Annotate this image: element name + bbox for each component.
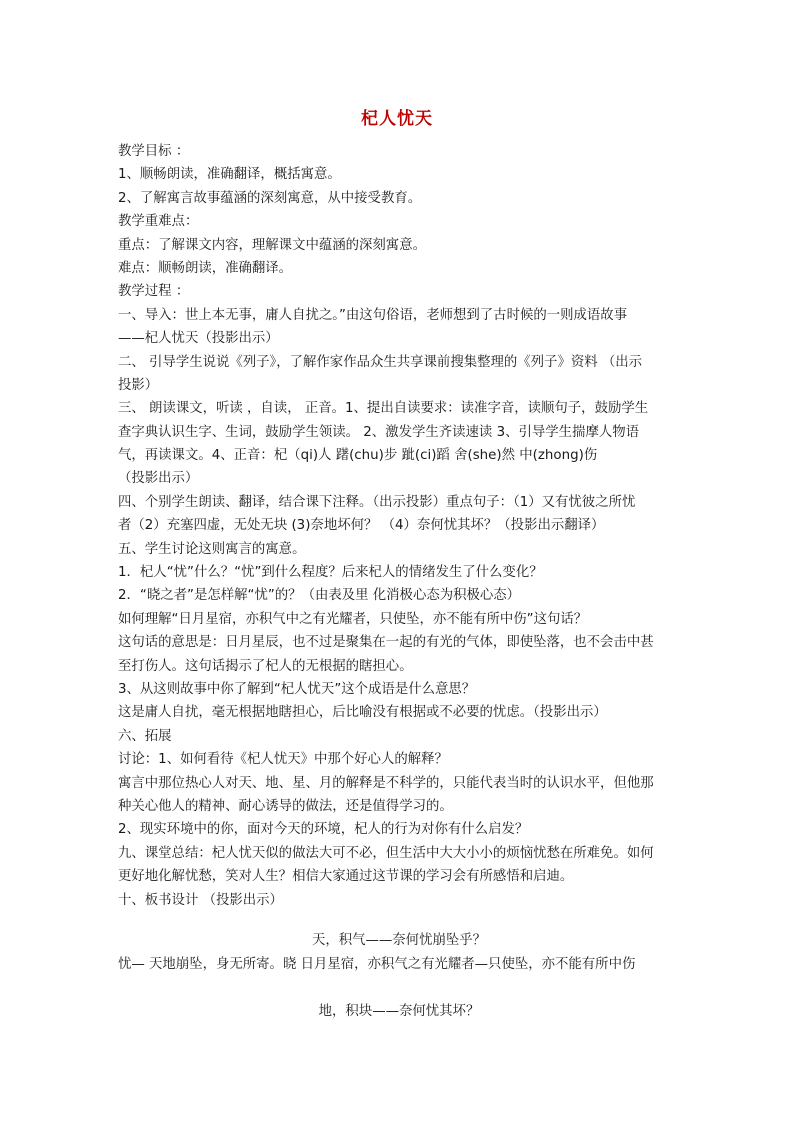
- paragraph-line: 至打伤人。这句话揭示了杞人的无根据的瞎担心。: [118, 658, 413, 674]
- paragraph-line: 一、导入：世上本无事，庸人自扰之。”由这句俗语，老师想到了古时候的一则成语故事: [118, 307, 628, 323]
- paragraph-line: 1．杞人“忧”什么？“忧”到什么程度？后来杞人的情绪发生了什么变化？: [118, 565, 543, 581]
- page-title: 杞人忧天: [361, 109, 433, 129]
- paragraph-line: 气，再读课文。4、正音：杞（qi)人 躇(chu)步 跐(ci)蹈 舍(she)然 中(zhong)伤: [118, 448, 598, 464]
- paragraph-line: 教学过程 ：: [118, 284, 190, 300]
- document-body: [118, 140, 680, 912]
- paragraph-line: 2．“晓之者”是怎样解“忧”的？（由表及里 化消极心态为积极心态）: [118, 588, 521, 604]
- paragraph-line: 六、拓展: [118, 728, 172, 744]
- paragraph-line: 二、 引导学生说说《列子》，了解作家作品众生共享课前搜集整理的《列子》资料 （出示: [118, 354, 643, 370]
- paragraph-line: 1、顺畅朗读，准确翻译，概括寓意。: [118, 167, 341, 183]
- paragraph-line: 讨论：1、如何看待《杞人忧天》中那个好心人的解释？: [118, 752, 448, 768]
- paragraph-line: 重点：了解课文内容，理解课文中蕴涵的深刻寓意。: [118, 237, 426, 253]
- paragraph-line: 3、从这则故事中你了解到“杞人忧天”这个成语是什么意思？: [118, 681, 476, 697]
- paragraph-line: 教学目标 ：: [118, 144, 190, 159]
- paragraph-line: 这句话的意思是：日月星辰，也不过是聚集在一起的有光的气体，即使坠落，也不会击中甚: [118, 635, 654, 651]
- paragraph-line: 者（2）充塞四虚，无处无块 (3)奈地坏何？ （4）奈何忧其坏？（投影出示翻译）: [118, 518, 605, 534]
- paragraph-line: 三、 朗读课文，听读 ，自读， 正音。1、提出自读要求：读准字音，读顺句子，鼓励学生: [118, 401, 649, 417]
- board-design-line-worry: 忧— 天地崩坠，身无所寄。晓 日月星宿，亦积气之有光耀者—只使坠，亦不能有所中伤: [118, 957, 636, 972]
- board-design-line-earth: 地，积块——奈何忧其坏？: [318, 1004, 480, 1019]
- paragraph-line: 这是庸人自扰，毫无根据地瞎担心，后比喻没有根据或不必要的忧虑。（投影出示）: [118, 705, 607, 721]
- paragraph-line: 查字典认识生字、生词，鼓励学生领读。 2、激发学生齐读速读 3、引导学生揣摩人物语: [118, 424, 640, 440]
- paragraph-line: 五、学生讨论这则寓言的寓意。: [118, 541, 306, 557]
- paragraph-line: 如何理解“日月星宿，亦积气中之有光耀者，只使坠，亦不能有所中伤”这句话？: [118, 611, 588, 627]
- paragraph-line: 2、现实环境中的你，面对今天的环境，杞人的行为对你有什么启发？: [118, 822, 529, 838]
- paragraph-line: ——杞人忧天（投影出示）: [118, 331, 279, 347]
- paragraph-line: （投影出示）: [118, 471, 199, 487]
- board-design-line-sky: 天，积气——奈何忧崩坠乎？: [311, 933, 487, 948]
- paragraph-line: 更好地化解忧愁，笑对人生？相信大家通过这节课的学习会有所感悟和启迪。: [118, 869, 574, 885]
- paragraph-line: 2、了解寓言故事蕴涵的深刻寓意，从中接受教育。: [118, 190, 422, 206]
- paragraph-line: 九、课堂总结：杞人忧天似的做法大可不必，但生活中大大小小的烦恼忧愁在所难免。如何: [118, 845, 654, 861]
- paragraph-line: 种关心他人的精神、耐心诱导的做法，还是值得学习的。: [118, 798, 453, 814]
- paragraph-line: 难点：顺畅朗读，准确翻译。: [118, 260, 293, 276]
- paragraph-line: 投影）: [118, 377, 159, 393]
- paragraph-line: 四、个别学生朗读、翻译，结合课下注释。（出示投影）重点句子：（1）又有忧彼之所忧: [118, 494, 636, 510]
- paragraph-line: 教学重难点：: [118, 214, 199, 230]
- paragraph-line: 十、板书设计 （投影出示）: [118, 892, 283, 908]
- paragraph-line: 寓言中那位热心人对天、地、星、月的解释是不科学的，只能代表当时的认识水平，但他那: [118, 775, 654, 791]
